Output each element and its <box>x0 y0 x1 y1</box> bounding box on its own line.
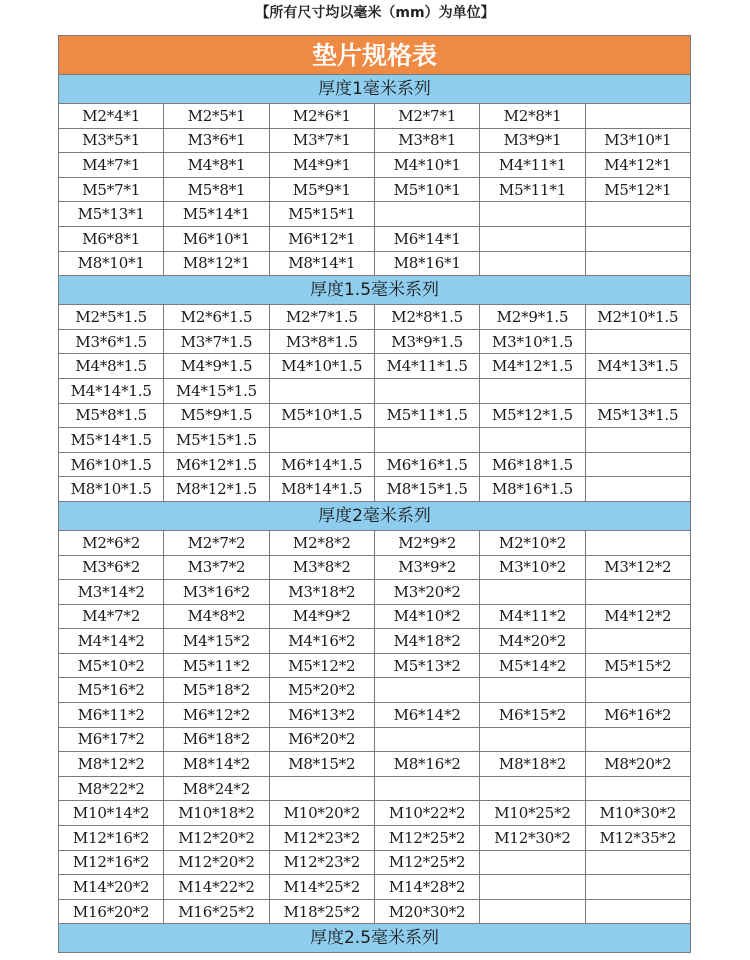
spec-cell: M3*6*1.5 <box>59 329 164 354</box>
spec-cell: M5*9*1.5 <box>164 403 269 428</box>
spec-cell: M4*8*1.5 <box>59 354 164 379</box>
spec-cell <box>585 378 690 403</box>
spec-cell: M5*8*1.5 <box>59 403 164 428</box>
spec-cell <box>585 531 690 555</box>
spec-cell <box>585 202 690 227</box>
spec-cell <box>374 727 479 752</box>
spec-table <box>58 35 691 953</box>
spec-cell: M10*22*2 <box>374 801 479 826</box>
spec-cell <box>374 678 479 703</box>
spec-cell: M5*15*1 <box>269 202 374 227</box>
spec-cell: M3*10*1.5 <box>480 329 585 354</box>
spec-cell: M14*28*2 <box>374 875 479 900</box>
section-grid <box>58 531 691 925</box>
spec-cell: M3*8*1.5 <box>269 329 374 354</box>
spec-cell: M3*6*1 <box>164 128 269 153</box>
spec-cell: M6*16*1.5 <box>374 452 479 477</box>
spec-cell: M5*13*2 <box>374 653 479 678</box>
spec-cell: M4*15*1.5 <box>164 378 269 403</box>
spec-cell: M3*9*1 <box>480 128 585 153</box>
spec-cell: M14*25*2 <box>269 875 374 900</box>
spec-cell: M4*11*2 <box>480 604 585 629</box>
spec-cell: M5*13*1.5 <box>585 403 690 428</box>
spec-cell: M4*11*1.5 <box>374 354 479 379</box>
spec-cell <box>480 776 585 801</box>
spec-cell <box>585 776 690 801</box>
spec-cell: M6*14*1.5 <box>269 452 374 477</box>
table-row <box>59 580 691 605</box>
spec-cell: M5*7*1 <box>59 177 164 202</box>
table-row <box>59 251 691 276</box>
spec-cell: M6*20*2 <box>269 727 374 752</box>
table-row <box>59 202 691 227</box>
table-row <box>59 776 691 801</box>
spec-cell: M4*13*1.5 <box>585 354 690 379</box>
spec-cell <box>585 104 690 128</box>
spec-cell: M4*7*1 <box>59 153 164 178</box>
table-row <box>59 428 691 453</box>
spec-cell: M2*5*1.5 <box>59 305 164 329</box>
spec-cell <box>585 727 690 752</box>
table-row <box>59 801 691 826</box>
spec-cell: M4*8*2 <box>164 604 269 629</box>
spec-cell: M4*12*1 <box>585 153 690 178</box>
spec-cell: M10*14*2 <box>59 801 164 826</box>
spec-cell: M4*12*1.5 <box>480 354 585 379</box>
spec-cell: M8*22*2 <box>59 776 164 801</box>
table-row <box>59 727 691 752</box>
spec-cell: M12*25*2 <box>374 826 479 851</box>
spec-cell: M4*9*2 <box>269 604 374 629</box>
spec-cell: M3*7*2 <box>164 555 269 580</box>
spec-cell: M2*5*1 <box>164 104 269 128</box>
spec-cell: M4*11*1 <box>480 153 585 178</box>
spec-cell: M8*15*1.5 <box>374 477 479 502</box>
spec-cell: M14*20*2 <box>59 875 164 900</box>
spec-cell: M8*10*1.5 <box>59 477 164 502</box>
spec-cell: M4*8*1 <box>164 153 269 178</box>
spec-cell: M5*11*1.5 <box>374 403 479 428</box>
spec-cell <box>269 776 374 801</box>
spec-cell <box>374 428 479 453</box>
spec-cell: M6*12*2 <box>164 703 269 728</box>
spec-cell: M12*16*2 <box>59 826 164 851</box>
spec-cell: M3*14*2 <box>59 580 164 605</box>
spec-cell <box>480 251 585 276</box>
table-row <box>59 153 691 178</box>
table-row <box>59 703 691 728</box>
spec-cell: M2*7*2 <box>164 531 269 555</box>
spec-cell: M16*25*2 <box>164 899 269 924</box>
spec-cell <box>480 378 585 403</box>
spec-cell <box>585 251 690 276</box>
spec-cell: M16*20*2 <box>59 899 164 924</box>
table-row <box>59 531 691 555</box>
spec-cell: M5*18*2 <box>164 678 269 703</box>
spec-cell: M5*14*1 <box>164 202 269 227</box>
spec-cell: M8*20*2 <box>585 752 690 777</box>
spec-cell: M3*12*2 <box>585 555 690 580</box>
table-row <box>59 128 691 153</box>
spec-cell: M14*22*2 <box>164 875 269 900</box>
spec-cell: M3*5*1 <box>59 128 164 153</box>
spec-cell: M5*14*2 <box>480 653 585 678</box>
spec-cell <box>480 226 585 251</box>
spec-cell <box>585 329 690 354</box>
spec-cell: M8*12*1 <box>164 251 269 276</box>
table-row <box>59 329 691 354</box>
spec-cell: M4*15*2 <box>164 629 269 654</box>
spec-cell: M2*10*2 <box>480 531 585 555</box>
section-header: 厚度2毫米系列 <box>58 502 691 531</box>
table-row <box>59 850 691 875</box>
spec-cell: M3*7*1 <box>269 128 374 153</box>
table-row <box>59 653 691 678</box>
table-row <box>59 403 691 428</box>
spec-cell: M4*10*1.5 <box>269 354 374 379</box>
spec-cell <box>480 875 585 900</box>
table-row <box>59 177 691 202</box>
spec-cell: M5*8*1 <box>164 177 269 202</box>
spec-cell <box>374 776 479 801</box>
table-row <box>59 875 691 900</box>
spec-cell: M3*9*2 <box>374 555 479 580</box>
spec-cell: M2*6*1.5 <box>164 305 269 329</box>
spec-cell: M6*17*2 <box>59 727 164 752</box>
table-row <box>59 226 691 251</box>
spec-cell: M3*18*2 <box>269 580 374 605</box>
spec-cell: M8*16*1.5 <box>480 477 585 502</box>
spec-cell: M6*18*1.5 <box>480 452 585 477</box>
spec-cell <box>585 428 690 453</box>
spec-cell: M12*20*2 <box>164 850 269 875</box>
spec-cell: M4*16*2 <box>269 629 374 654</box>
table-sections <box>58 75 691 953</box>
spec-cell: M5*20*2 <box>269 678 374 703</box>
spec-cell: M12*35*2 <box>585 826 690 851</box>
table-row <box>59 452 691 477</box>
spec-cell: M4*18*2 <box>374 629 479 654</box>
spec-cell: M3*8*2 <box>269 555 374 580</box>
table-row <box>59 378 691 403</box>
table-row <box>59 305 691 329</box>
table-row <box>59 629 691 654</box>
spec-cell: M12*16*2 <box>59 850 164 875</box>
spec-cell: M6*18*2 <box>164 727 269 752</box>
table-row <box>59 477 691 502</box>
spec-cell: M3*10*1 <box>585 128 690 153</box>
section-grid <box>58 104 691 276</box>
spec-cell: M4*9*1.5 <box>164 354 269 379</box>
table-row <box>59 354 691 379</box>
spec-cell: M10*18*2 <box>164 801 269 826</box>
spec-cell: M10*30*2 <box>585 801 690 826</box>
spec-cell: M5*10*1 <box>374 177 479 202</box>
spec-cell: M5*15*1.5 <box>164 428 269 453</box>
spec-cell: M6*11*2 <box>59 703 164 728</box>
spec-cell: M8*16*1 <box>374 251 479 276</box>
spec-cell: M4*14*1.5 <box>59 378 164 403</box>
spec-cell: M8*16*2 <box>374 752 479 777</box>
spec-cell: M4*14*2 <box>59 629 164 654</box>
section-grid <box>58 305 691 502</box>
spec-cell: M4*7*2 <box>59 604 164 629</box>
spec-cell: M6*14*1 <box>374 226 479 251</box>
spec-cell: M8*24*2 <box>164 776 269 801</box>
spec-cell: M10*20*2 <box>269 801 374 826</box>
spec-cell: M12*25*2 <box>374 850 479 875</box>
spec-cell: M5*9*1 <box>269 177 374 202</box>
units-note: 【所有尺寸均以毫米（mm）为单位】 <box>255 5 495 21</box>
spec-cell: M20*30*2 <box>374 899 479 924</box>
spec-cell <box>480 850 585 875</box>
spec-cell <box>585 875 690 900</box>
spec-cell: M2*4*1 <box>59 104 164 128</box>
spec-cell: M3*7*1.5 <box>164 329 269 354</box>
spec-cell: M8*12*1.5 <box>164 477 269 502</box>
spec-cell <box>585 850 690 875</box>
spec-cell <box>480 899 585 924</box>
spec-cell <box>480 580 585 605</box>
spec-cell <box>480 202 585 227</box>
spec-cell <box>480 727 585 752</box>
spec-cell <box>585 678 690 703</box>
section-header: 厚度1.5毫米系列 <box>58 276 691 305</box>
spec-cell: M5*11*1 <box>480 177 585 202</box>
spec-cell <box>585 580 690 605</box>
spec-cell <box>480 678 585 703</box>
spec-cell: M2*10*1.5 <box>585 305 690 329</box>
spec-cell: M2*7*1.5 <box>269 305 374 329</box>
spec-cell: M5*10*1.5 <box>269 403 374 428</box>
spec-cell: M8*12*2 <box>59 752 164 777</box>
table-row <box>59 604 691 629</box>
spec-cell <box>585 899 690 924</box>
spec-cell: M8*10*1 <box>59 251 164 276</box>
spec-cell: M3*10*2 <box>480 555 585 580</box>
spec-cell: M2*9*2 <box>374 531 479 555</box>
spec-cell: M2*6*2 <box>59 531 164 555</box>
spec-cell: M5*11*2 <box>164 653 269 678</box>
spec-cell: M6*14*2 <box>374 703 479 728</box>
spec-cell: M4*9*1 <box>269 153 374 178</box>
spec-cell: M5*12*1.5 <box>480 403 585 428</box>
spec-cell: M8*18*2 <box>480 752 585 777</box>
table-row <box>59 104 691 128</box>
spec-cell: M2*9*1.5 <box>480 305 585 329</box>
spec-cell: M5*14*1.5 <box>59 428 164 453</box>
spec-cell: M4*10*1 <box>374 153 479 178</box>
table-row <box>59 678 691 703</box>
spec-cell: M2*8*1 <box>480 104 585 128</box>
spec-cell: M12*23*2 <box>269 826 374 851</box>
table-row <box>59 752 691 777</box>
spec-cell: M8*14*1 <box>269 251 374 276</box>
spec-cell <box>585 226 690 251</box>
spec-cell: M8*14*1.5 <box>269 477 374 502</box>
spec-cell: M4*20*2 <box>480 629 585 654</box>
spec-cell: M12*30*2 <box>480 826 585 851</box>
spec-cell: M6*10*1.5 <box>59 452 164 477</box>
spec-cell: M5*10*2 <box>59 653 164 678</box>
table-row <box>59 826 691 851</box>
spec-cell <box>374 202 479 227</box>
spec-cell: M5*13*1 <box>59 202 164 227</box>
spec-cell <box>269 378 374 403</box>
spec-cell: M3*6*2 <box>59 555 164 580</box>
spec-cell: M5*12*1 <box>585 177 690 202</box>
spec-cell: M5*15*2 <box>585 653 690 678</box>
section-header: 厚度1毫米系列 <box>58 75 691 104</box>
spec-cell <box>480 428 585 453</box>
spec-cell: M6*10*1 <box>164 226 269 251</box>
spec-cell: M8*14*2 <box>164 752 269 777</box>
spec-cell: M4*12*2 <box>585 604 690 629</box>
spec-cell <box>374 378 479 403</box>
spec-cell <box>585 477 690 502</box>
spec-cell: M3*20*2 <box>374 580 479 605</box>
spec-cell: M6*8*1 <box>59 226 164 251</box>
section-header: 厚度2.5毫米系列 <box>58 924 691 953</box>
spec-cell: M2*6*1 <box>269 104 374 128</box>
spec-cell: M5*16*2 <box>59 678 164 703</box>
spec-cell: M6*13*2 <box>269 703 374 728</box>
spec-cell: M3*16*2 <box>164 580 269 605</box>
spec-cell: M8*15*2 <box>269 752 374 777</box>
spec-cell: M2*8*1.5 <box>374 305 479 329</box>
spec-cell: M2*8*2 <box>269 531 374 555</box>
spec-cell: M3*8*1 <box>374 128 479 153</box>
spec-cell: M2*7*1 <box>374 104 479 128</box>
spec-cell: M18*25*2 <box>269 899 374 924</box>
spec-cell: M4*10*2 <box>374 604 479 629</box>
spec-cell: M5*12*2 <box>269 653 374 678</box>
spec-cell: M6*12*1.5 <box>164 452 269 477</box>
spec-cell: M6*15*2 <box>480 703 585 728</box>
spec-cell <box>585 452 690 477</box>
spec-cell: M10*25*2 <box>480 801 585 826</box>
spec-cell <box>585 629 690 654</box>
spec-cell: M12*20*2 <box>164 826 269 851</box>
table-row <box>59 555 691 580</box>
spec-cell <box>269 428 374 453</box>
spec-cell: M6*12*1 <box>269 226 374 251</box>
table-row <box>59 899 691 924</box>
spec-cell: M12*23*2 <box>269 850 374 875</box>
table-title: 垫片规格表 <box>58 35 691 75</box>
spec-cell: M3*9*1.5 <box>374 329 479 354</box>
spec-cell: M6*16*2 <box>585 703 690 728</box>
